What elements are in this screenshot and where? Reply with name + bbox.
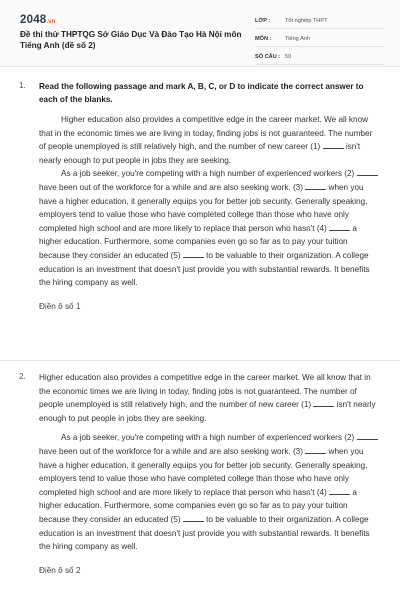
passage-paragraph-2: As a job seeker, you're competing with a high number of experienced workers (2) have been out of the workforce for a while and are also seeking work. (3) when you have a higher education, it generally equips you for better job security. Generally speaking, employers tend to value those who have completed college than those who have only completed high school and are more likely to replace that person who hasn't (4) a higher education. Furthermore, some companies even go so far as to pay your tuition because they consider an educated (5) to be valuable to their organization. A college education is an investment that doesn't just provide you with substantial rewards. It benefits the hiring company as well. xyxy=(39,431,379,553)
blank-2[interactable] xyxy=(357,168,378,176)
meta-class xyxy=(255,14,385,29)
question-body xyxy=(39,371,379,575)
question-divider xyxy=(0,360,400,361)
meta-subject-value: Tiếng Anh xyxy=(285,36,310,42)
passage-paragraph-1: Higher education also provides a competitive edge in the career market. We all know that in the economic times we are living in today, finding jobs is not guaranteed. The number of people unemployed is still relatively high, and the number of new career (1) isn't nearly enough to put people in jobs they are seeking. xyxy=(39,373,376,423)
meta-class-value: Tốt nghiệp THPT xyxy=(285,18,328,24)
blank-2[interactable] xyxy=(357,432,378,440)
blank-3[interactable] xyxy=(305,182,326,190)
logo-suffix: .vn xyxy=(46,19,56,25)
answer-label: Điền ô số 2 xyxy=(39,565,81,575)
meta-subject xyxy=(255,32,385,47)
question-number: 2. xyxy=(19,372,26,381)
blank-4[interactable] xyxy=(329,487,350,495)
blank-4[interactable] xyxy=(329,223,350,231)
meta-subject-key: MÔN : xyxy=(255,36,272,42)
exam-title: Đề thi thử THPTQG Sở Giáo Dục Và Đào Tạo Hà Nội môn Tiếng Anh (đề số 2) xyxy=(20,30,242,50)
passage-paragraph-1: Higher education also provides a competitive edge in the career market. We all know that in the economic times we are living in today, finding jobs is not guaranteed. The number of people unemployed is still relatively high, and the number of new career (1) isn't nearly enough to put people in jobs they are seeking. xyxy=(39,115,373,165)
meta-class-key: LỚP : xyxy=(255,18,271,24)
blank-1[interactable] xyxy=(323,141,344,149)
meta-question-count xyxy=(255,50,385,65)
meta-count-key: SỐ CÂU : xyxy=(255,54,281,60)
blank-5[interactable] xyxy=(183,250,204,258)
question-body xyxy=(39,80,379,311)
blank-3[interactable] xyxy=(305,446,326,454)
exam-meta xyxy=(255,14,385,65)
blank-5[interactable] xyxy=(183,514,204,522)
page-header xyxy=(0,0,400,67)
passage-paragraph-2: As a job seeker, you're competing with a high number of experienced workers (2) have been out of the workforce for a while and are also seeking work. (3) when you have a higher education, it generally equips you for better job security. Generally speaking, employers tend to value those who have completed college than those who have only completed high school and are more likely to replace that person who hasn't (4) a higher education. Furthermore, some companies even go so far as to pay your tuition because they consider an educated (5) to be valuable to their organization. A college education is an investment that doesn't just provide you with substantial rewards. It benefits the hiring company as well. xyxy=(39,167,379,289)
question-instruction: Read the following passage and mark A, B, C, or D to indicate the correct answer to each of the blanks. xyxy=(39,82,364,104)
site-logo[interactable] xyxy=(20,14,56,26)
logo-text: 2048 xyxy=(20,14,47,26)
meta-count-value: 50 xyxy=(285,54,292,60)
question-number: 1. xyxy=(19,81,26,90)
answer-label: Điền ô số 1 xyxy=(39,301,81,311)
blank-1[interactable] xyxy=(313,399,334,407)
